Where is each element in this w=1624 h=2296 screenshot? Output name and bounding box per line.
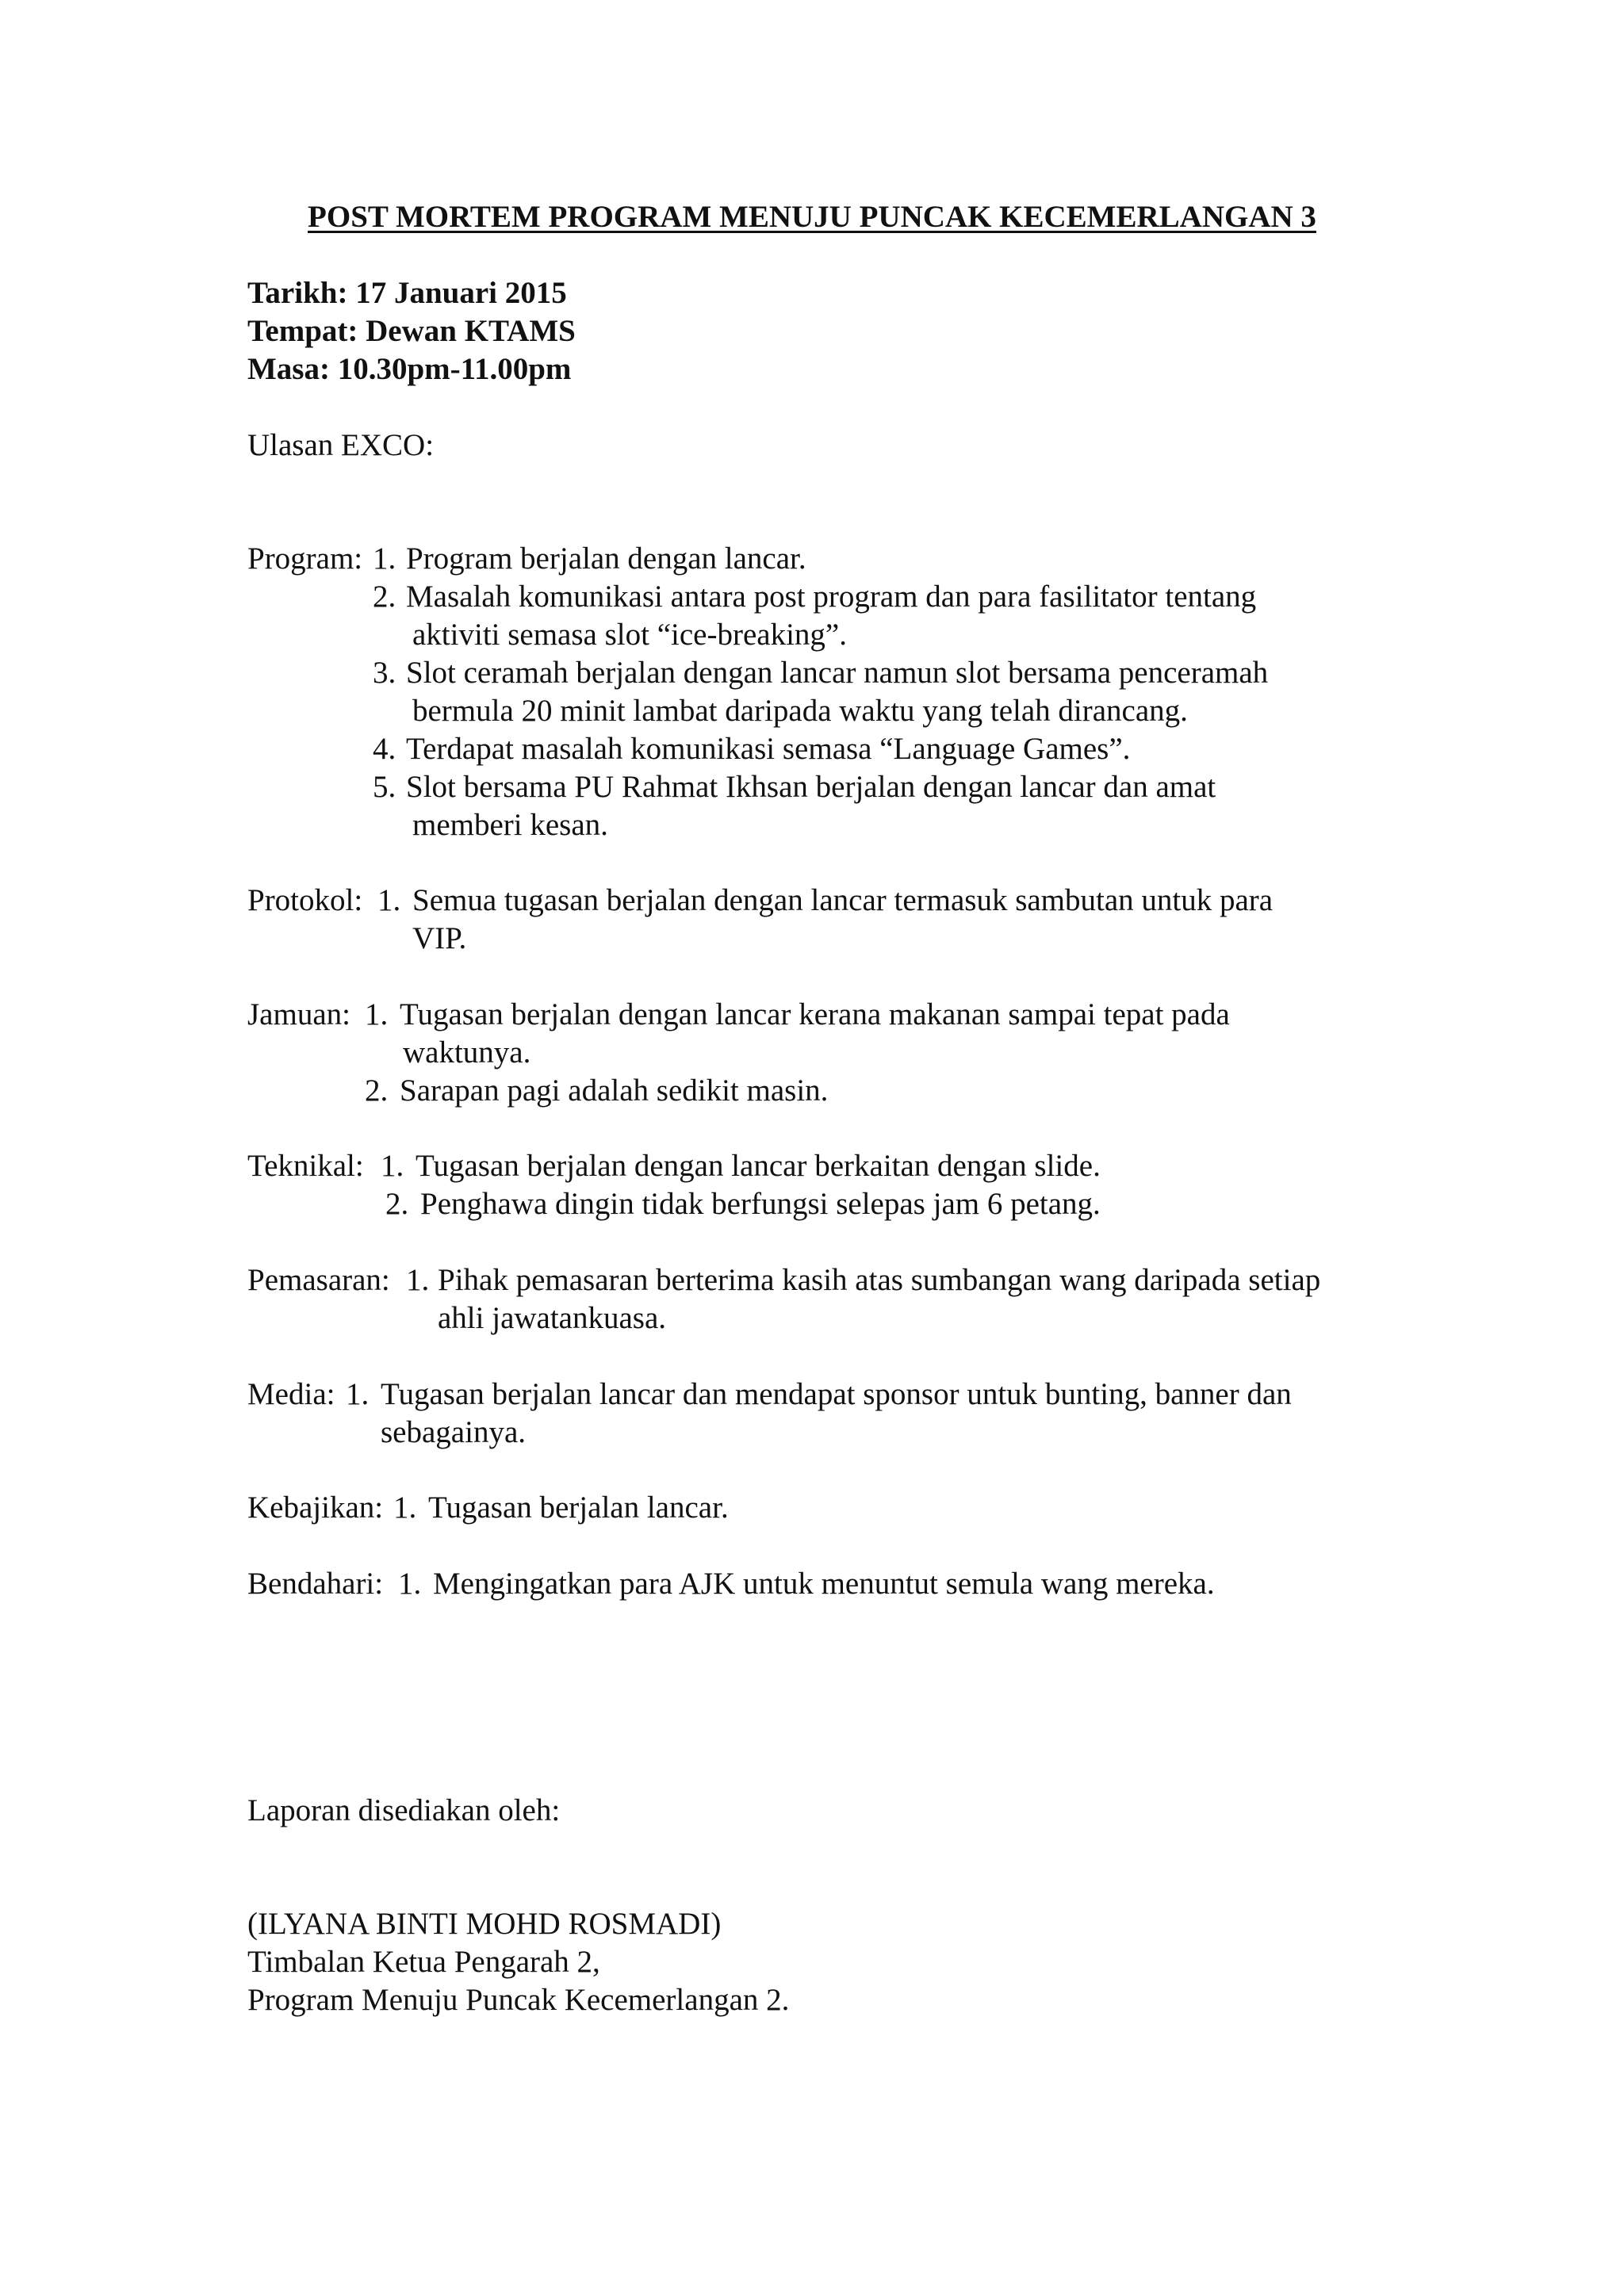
section-jamuan [247,996,1437,1110]
item-number: 1. [373,541,396,576]
item-text: Semua tugasan berjalan dengan lancar termasuk sambutan untuk para [412,883,1274,917]
item-text: Program berjalan dengan lancar. [406,541,806,576]
item-number: 1. [365,997,389,1031]
meta-tempat: Tempat: Dewan KTAMS [247,314,576,348]
item-text: Terdapat masalah komunikasi semasa “Language Games”. [406,732,1131,766]
section-teknikal [247,1147,1437,1223]
item-text-continued: VIP. [412,921,467,955]
item-text: Sarapan pagi adalah sedikit masin. [400,1073,829,1108]
list-item [247,654,1437,692]
item-text: Pihak pemasaran berterima kasih atas sumbangan wang daripada setiap [438,1263,1321,1297]
list-item [247,1489,1437,1527]
item-number: 1. [346,1377,370,1411]
item-number: 1. [393,1490,417,1525]
section-label: Jamuan: [247,997,350,1031]
item-number: 4. [373,732,396,766]
section-bendahari [247,1565,1437,1603]
item-number: 2. [365,1073,389,1108]
meta-block [247,274,576,388]
item-text-continued: aktiviti semasa slot “ice-breaking”. [412,618,847,652]
item-text-continued: memberi kesan. [412,808,608,842]
section-label: Program: [247,541,363,576]
list-item [247,882,1437,920]
signatory-name: (ILYANA BINTI MOHD ROSMADI) [247,1907,722,1941]
item-number: 3. [373,656,396,690]
list-item [247,1147,1437,1185]
ulasan-heading: Ulasan EXCO: [247,428,435,462]
item-text: Mengingatkan para AJK untuk menuntut semula wang mereka. [433,1567,1215,1601]
list-item [247,996,1437,1034]
signature-block [247,1905,789,2019]
item-text-continued: waktunya. [403,1035,531,1070]
item-number: 5. [373,770,396,804]
section-label: Protokol: [247,883,363,917]
item-text: Slot ceramah berjalan dengan lancar namun slot bersama penceramah [406,656,1269,690]
item-number: 1. [398,1567,422,1601]
section-media [247,1376,1437,1452]
list-item [247,1185,1437,1223]
item-text: Masalah komunikasi antara post program dan para fasilitator tentang [406,580,1257,614]
section-kebajikan [247,1489,1437,1527]
section-label: Kebajikan: [247,1490,384,1525]
section-label: Pemasaran: [247,1263,390,1297]
signatory-position: Timbalan Ketua Pengarah 2, [247,1945,600,1979]
list-item [247,1565,1437,1603]
list-item [247,540,1437,578]
item-text-continued: ahli jawatankuasa. [438,1301,667,1335]
item-number: 1. [381,1149,404,1183]
item-number: 2. [373,580,396,614]
item-number: 1. [377,883,401,917]
item-text-continued: bermula 20 minit lambat daripada waktu yang telah dirancang. [412,694,1188,728]
section-pemasaran [247,1261,1437,1337]
list-item [247,768,1437,806]
section-protokol [247,882,1437,958]
signatory-program: Program Menuju Puncak Kecemerlangan 2. [247,1983,790,2017]
item-number: 2. [385,1187,409,1221]
item-text: Tugasan berjalan lancar. [428,1490,729,1525]
item-text: Tugasan berjalan dengan lancar kerana makanan sampai tepat pada [400,997,1230,1031]
section-program [247,540,1437,844]
list-item [247,730,1437,768]
item-text-continued: sebagainya. [381,1415,527,1449]
list-item [247,1072,1437,1110]
document-title: POST MORTEM PROGRAM MENUJU PUNCAK KECEMERLANGAN 3 [308,200,1316,234]
section-label: Teknikal: [247,1149,364,1183]
list-item [247,578,1437,616]
item-text: Tugasan berjalan lancar dan mendapat sponsor untuk bunting, banner dan [381,1377,1292,1411]
meta-masa: Masa: 10.30pm-11.00pm [247,352,572,386]
section-label: Bendahari: [247,1567,384,1601]
item-number: 1. [406,1263,430,1297]
list-item [247,1261,1437,1299]
item-text: Slot bersama PU Rahmat Ikhsan berjalan dengan lancar dan amat [406,770,1216,804]
item-text: Penghawa dingin tidak berfungsi selepas jam 6 petang. [420,1187,1101,1221]
list-item [247,1376,1437,1414]
item-text: Tugasan berjalan dengan lancar berkaitan dengan slide. [416,1149,1101,1183]
section-label: Media: [247,1377,335,1411]
meta-tarikh: Tarikh: 17 Januari 2015 [247,276,567,310]
laporan-label: Laporan disediakan oleh: [247,1793,561,1827]
